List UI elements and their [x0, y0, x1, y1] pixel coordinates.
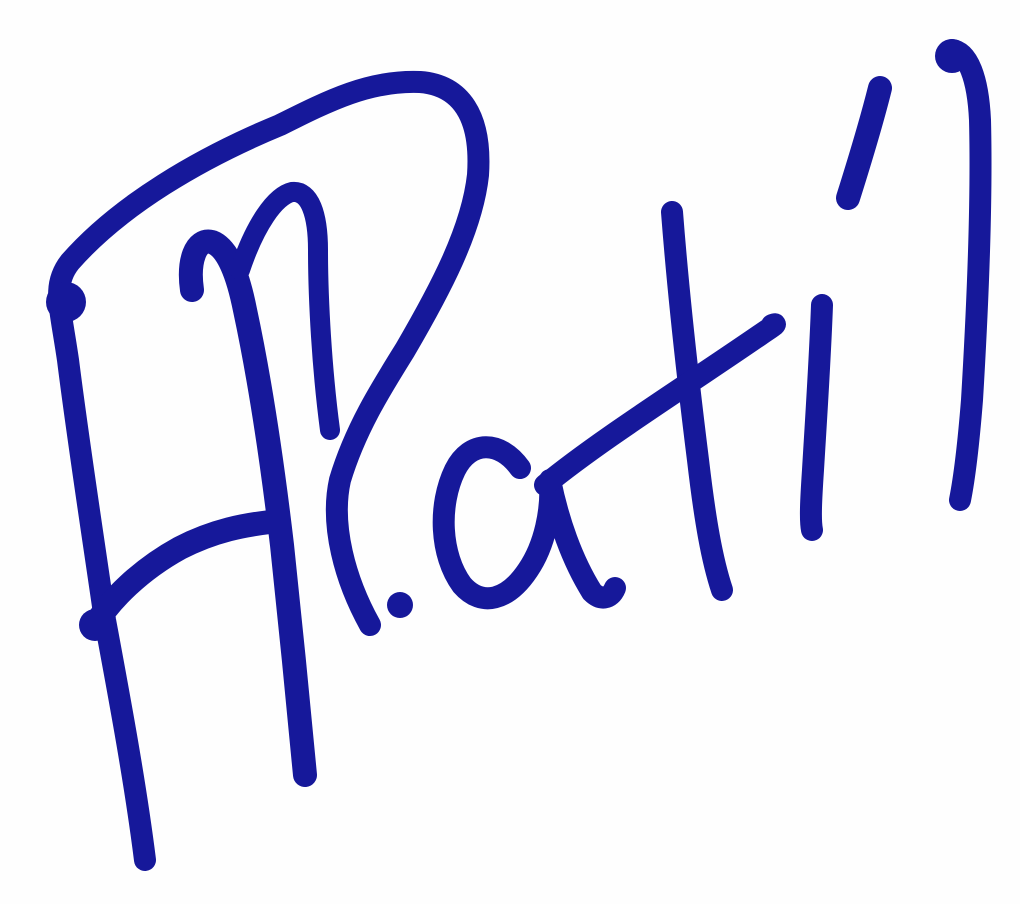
stroke-t-cross	[545, 324, 775, 485]
ink-blot-1	[46, 282, 86, 322]
stroke-a	[444, 447, 615, 598]
stroke-i-dot	[848, 88, 880, 198]
stroke-stem	[191, 242, 305, 775]
stroke-i-stem	[811, 305, 822, 530]
ink-blot-4	[387, 592, 413, 618]
stroke-crossbar	[95, 522, 270, 625]
stroke-l	[952, 50, 981, 500]
ink-blot-3	[79, 609, 111, 641]
signature-ink	[46, 39, 981, 860]
ink-blot-2	[935, 39, 969, 73]
